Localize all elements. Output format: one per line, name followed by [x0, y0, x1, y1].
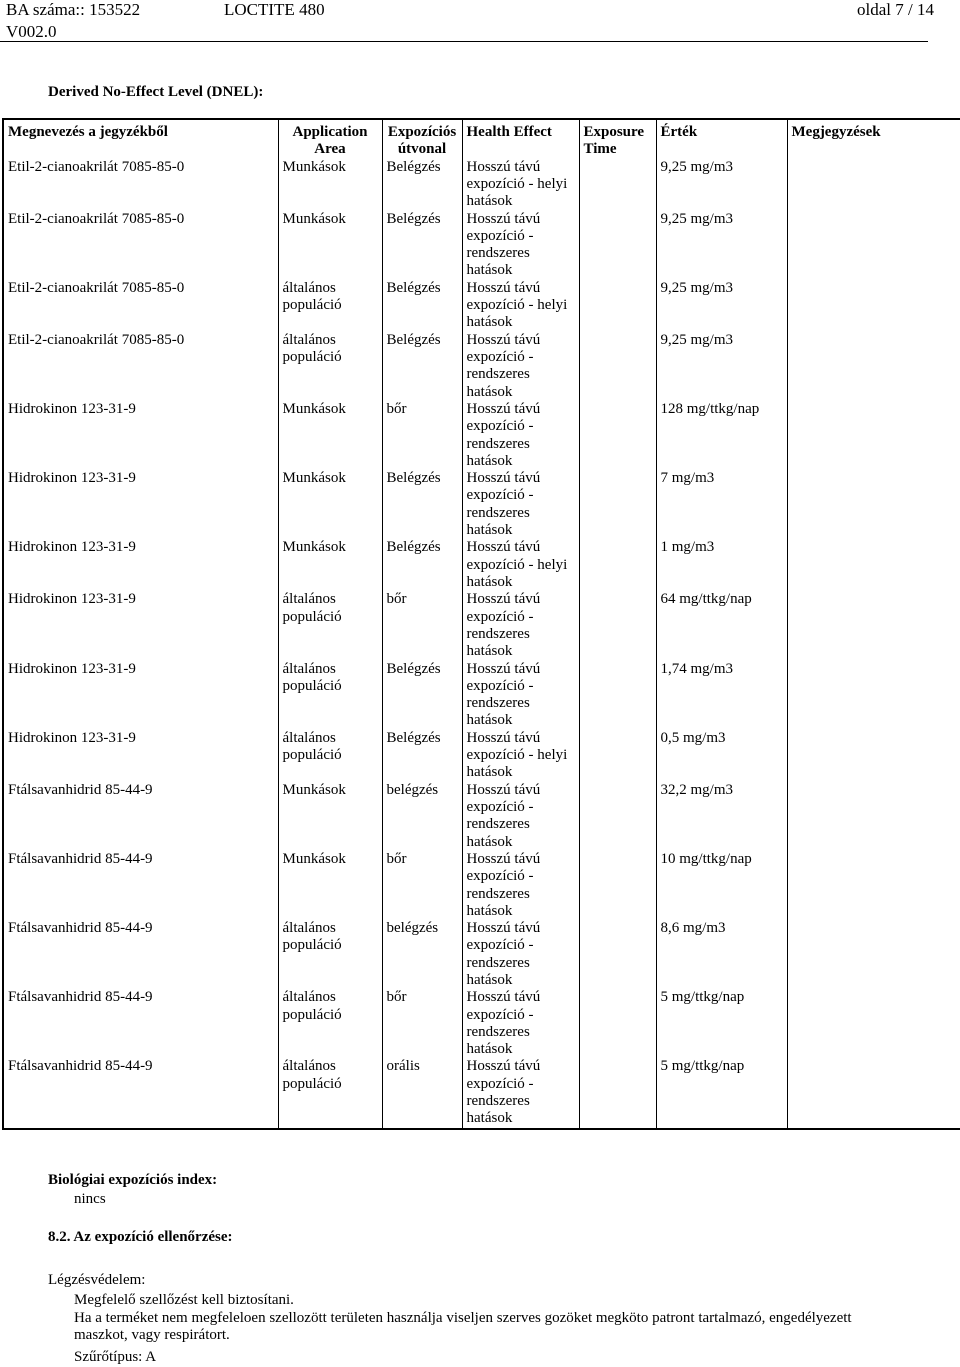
cell-time — [579, 332, 656, 401]
cell-effect: Hosszú távú expozíció - rendszeres hatások — [462, 1058, 579, 1128]
cell-area: általános populáció — [278, 920, 382, 989]
cell-area: általános populáció — [278, 332, 382, 401]
respiratory-filter-type: Szűrőtípus: A — [74, 1349, 157, 1365]
ba-number: BA száma:: 153522 — [6, 0, 141, 19]
page-number: oldal 7 / 14 — [857, 0, 934, 19]
cell-time — [579, 280, 656, 332]
cell-route: belégzés — [382, 782, 462, 851]
cell-name: Hidrokinon 123-31-9 — [3, 539, 278, 591]
cell-time — [579, 989, 656, 1058]
table-row — [3, 332, 960, 401]
cell-notes — [787, 159, 960, 211]
cell-value: 0,5 mg/m3 — [656, 730, 787, 782]
cell-effect: Hosszú távú expozíció - helyi hatások — [462, 730, 579, 782]
cell-route: Belégzés — [382, 730, 462, 782]
cell-name: Etil-2-cianoakrilát 7085-85-0 — [3, 280, 278, 332]
cell-time — [579, 920, 656, 989]
dnel-table — [2, 118, 960, 1130]
cell-value: 64 mg/ttkg/nap — [656, 591, 787, 660]
cell-route: Belégzés — [382, 159, 462, 211]
cell-area: Munkások — [278, 539, 382, 591]
cell-notes — [787, 920, 960, 989]
cell-route: Belégzés — [382, 539, 462, 591]
cell-time — [579, 470, 656, 539]
cell-effect: Hosszú távú expozíció - helyi hatások — [462, 159, 579, 211]
cell-name: Etil-2-cianoakrilát 7085-85-0 — [3, 332, 278, 401]
table-row — [3, 661, 960, 730]
cell-name: Hidrokinon 123-31-9 — [3, 591, 278, 660]
respiratory-line-1: Megfelelő szellőzést kell biztosítani. — [74, 1292, 294, 1308]
cell-effect: Hosszú távú expozíció - rendszeres hatások — [462, 401, 579, 470]
cell-name: Ftálsavanhidrid 85-44-9 — [3, 851, 278, 920]
cell-area: Munkások — [278, 159, 382, 211]
cell-area: Munkások — [278, 211, 382, 280]
cell-effect: Hosszú távú expozíció - rendszeres hatások — [462, 920, 579, 989]
cell-route: Belégzés — [382, 661, 462, 730]
cell-effect: Hosszú távú expozíció - rendszeres hatások — [462, 211, 579, 280]
cell-time — [579, 730, 656, 782]
table-row — [3, 851, 960, 920]
cell-route: bőr — [382, 989, 462, 1058]
dnel-title: Derived No-Effect Level (DNEL): — [48, 84, 264, 100]
cell-route: belégzés — [382, 920, 462, 989]
cell-area: általános populáció — [278, 661, 382, 730]
cell-name: Hidrokinon 123-31-9 — [3, 401, 278, 470]
cell-effect: Hosszú távú expozíció - rendszeres hatások — [462, 591, 579, 660]
cell-effect: Hosszú távú expozíció - rendszeres hatások — [462, 661, 579, 730]
table-row — [3, 782, 960, 851]
section-8-2-title: 8.2. Az expozíció ellenőrzése: — [48, 1229, 233, 1245]
cell-route: bőr — [382, 401, 462, 470]
cell-area: Munkások — [278, 782, 382, 851]
table-row — [3, 730, 960, 782]
cell-name: Ftálsavanhidrid 85-44-9 — [3, 782, 278, 851]
cell-effect: Hosszú távú expozíció - helyi hatások — [462, 539, 579, 591]
cell-notes — [787, 211, 960, 280]
cell-route: bőr — [382, 851, 462, 920]
table-row — [3, 539, 960, 591]
col-header-area: Application Area — [278, 119, 382, 159]
cell-value: 9,25 mg/m3 — [656, 280, 787, 332]
cell-notes — [787, 470, 960, 539]
cell-value: 9,25 mg/m3 — [656, 211, 787, 280]
product-name: LOCTITE 480 — [224, 0, 325, 19]
cell-area: általános populáció — [278, 730, 382, 782]
cell-value: 9,25 mg/m3 — [656, 159, 787, 211]
cell-route: Belégzés — [382, 211, 462, 280]
cell-value: 1,74 mg/m3 — [656, 661, 787, 730]
cell-notes — [787, 539, 960, 591]
cell-route: orális — [382, 1058, 462, 1128]
col-header-route: Expozíciós útvonal — [382, 119, 462, 159]
dnel-body — [3, 159, 960, 1129]
cell-name: Ftálsavanhidrid 85-44-9 — [3, 1058, 278, 1128]
cell-route: Belégzés — [382, 280, 462, 332]
cell-time — [579, 539, 656, 591]
cell-route: bőr — [382, 591, 462, 660]
col-header-time: Exposure Time — [579, 119, 656, 159]
cell-value: 5 mg/ttkg/nap — [656, 1058, 787, 1128]
col-header-notes: Megjegyzések — [787, 119, 960, 159]
cell-route: Belégzés — [382, 470, 462, 539]
respiratory-line-2: Ha a terméket nem megfeleloen szellozött területen használja viseljen szerves gozöket megköto patront tartalmazó, engedélyezett maszkot, vagy respirátort. — [74, 1310, 852, 1343]
cell-effect: Hosszú távú expozíció - rendszeres hatások — [462, 989, 579, 1058]
cell-value: 5 mg/ttkg/nap — [656, 989, 787, 1058]
table-row — [3, 401, 960, 470]
cell-name: Hidrokinon 123-31-9 — [3, 730, 278, 782]
cell-notes — [787, 851, 960, 920]
table-row — [3, 989, 960, 1058]
cell-effect: Hosszú távú expozíció - helyi hatások — [462, 280, 579, 332]
col-header-value: Érték — [656, 119, 787, 159]
table-row — [3, 470, 960, 539]
version: V002.0 — [6, 22, 57, 41]
cell-notes — [787, 591, 960, 660]
cell-name: Etil-2-cianoakrilát 7085-85-0 — [3, 159, 278, 211]
cell-time — [579, 159, 656, 211]
bio-index-title: Biológiai expozíciós index: — [48, 1172, 218, 1188]
cell-area: általános populáció — [278, 591, 382, 660]
cell-value: 1 mg/m3 — [656, 539, 787, 591]
cell-value: 7 mg/m3 — [656, 470, 787, 539]
col-header-effect: Health Effect — [462, 119, 579, 159]
cell-time — [579, 401, 656, 470]
cell-time — [579, 661, 656, 730]
cell-name: Etil-2-cianoakrilát 7085-85-0 — [3, 211, 278, 280]
table-row — [3, 1058, 960, 1128]
cell-time — [579, 1058, 656, 1128]
dnel-header-row — [3, 119, 960, 159]
table-row — [3, 591, 960, 660]
cell-notes — [787, 1058, 960, 1128]
table-row — [3, 211, 960, 280]
cell-value: 9,25 mg/m3 — [656, 332, 787, 401]
cell-notes — [787, 401, 960, 470]
table-row — [3, 159, 960, 211]
table-row — [3, 920, 960, 989]
cell-name: Ftálsavanhidrid 85-44-9 — [3, 989, 278, 1058]
cell-effect: Hosszú távú expozíció - rendszeres hatások — [462, 782, 579, 851]
cell-value: 8,6 mg/m3 — [656, 920, 787, 989]
cell-effect: Hosszú távú expozíció - rendszeres hatások — [462, 332, 579, 401]
cell-value: 32,2 mg/m3 — [656, 782, 787, 851]
bio-index-value: nincs — [74, 1191, 106, 1207]
col-header-name: Megnevezés a jegyzékből — [3, 119, 278, 159]
cell-area: általános populáció — [278, 1058, 382, 1128]
cell-area: Munkások — [278, 470, 382, 539]
cell-effect: Hosszú távú expozíció - rendszeres hatások — [462, 851, 579, 920]
cell-area: általános populáció — [278, 989, 382, 1058]
cell-time — [579, 211, 656, 280]
cell-name: Hidrokinon 123-31-9 — [3, 470, 278, 539]
cell-name: Ftálsavanhidrid 85-44-9 — [3, 920, 278, 989]
cell-value: 10 mg/ttkg/nap — [656, 851, 787, 920]
cell-notes — [787, 332, 960, 401]
cell-time — [579, 782, 656, 851]
cell-route: Belégzés — [382, 332, 462, 401]
cell-area: Munkások — [278, 851, 382, 920]
cell-notes — [787, 989, 960, 1058]
header-divider — [0, 41, 928, 42]
cell-notes — [787, 730, 960, 782]
cell-name: Hidrokinon 123-31-9 — [3, 661, 278, 730]
respiratory-title: Légzésvédelem: — [48, 1272, 146, 1288]
cell-notes — [787, 782, 960, 851]
cell-area: Munkások — [278, 401, 382, 470]
cell-effect: Hosszú távú expozíció - rendszeres hatások — [462, 470, 579, 539]
cell-notes — [787, 661, 960, 730]
table-row — [3, 280, 960, 332]
cell-time — [579, 851, 656, 920]
cell-time — [579, 591, 656, 660]
cell-notes — [787, 280, 960, 332]
cell-area: általános populáció — [278, 280, 382, 332]
cell-value: 128 mg/ttkg/nap — [656, 401, 787, 470]
